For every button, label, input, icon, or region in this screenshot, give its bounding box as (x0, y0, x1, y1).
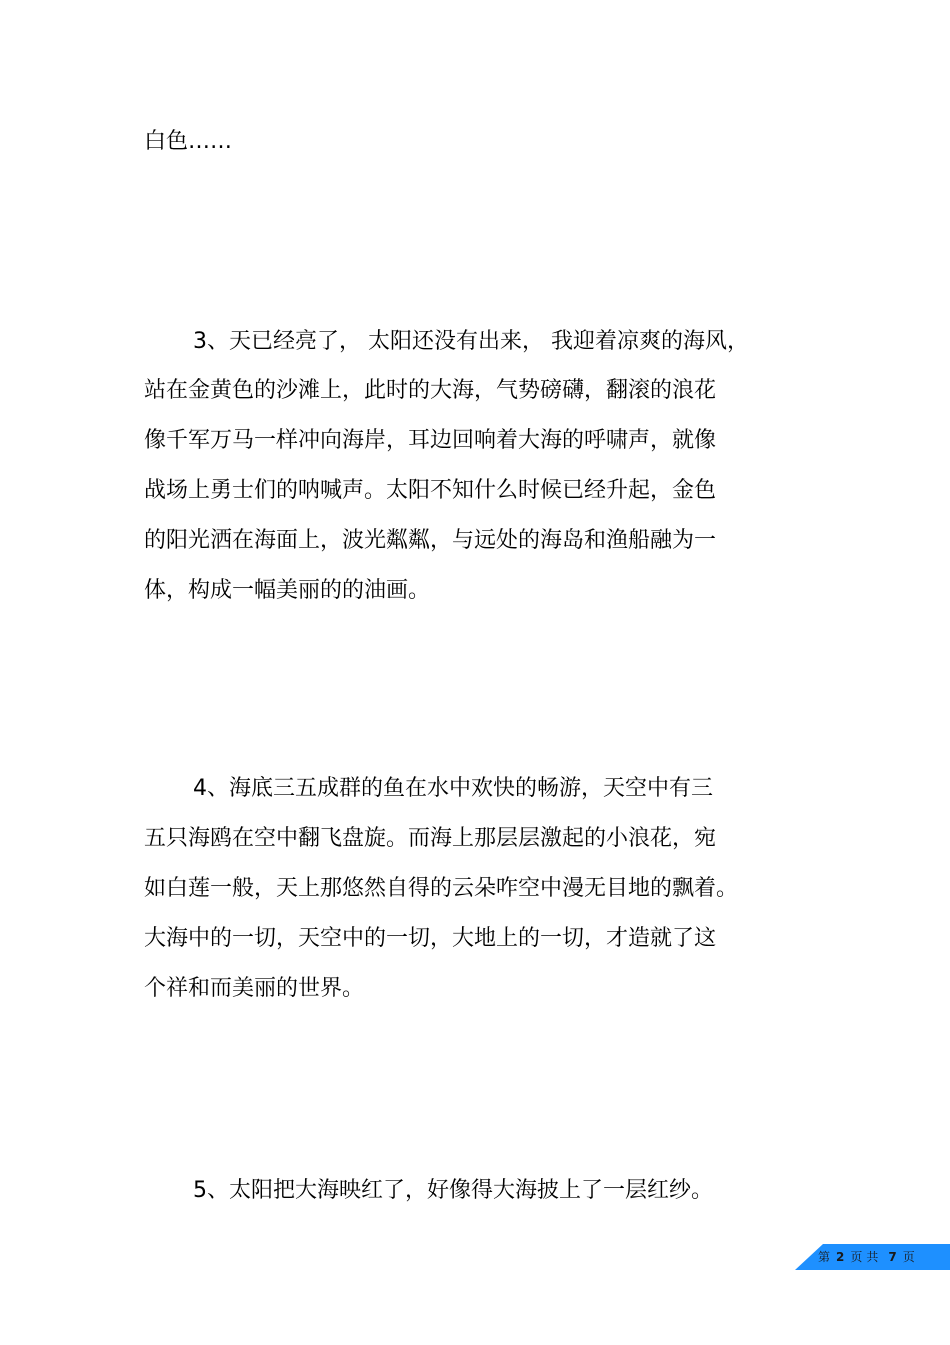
paragraph-line: 如白莲一般，天上那悠然自得的云朵咋空中漫无目地的飘着。 (144, 876, 739, 901)
page-number (818, 1249, 915, 1265)
paragraph-line: 站在金黄色的沙滩上，此时的大海，气势磅礴，翻滚的浪花 (144, 378, 717, 403)
page-prefix: 第 (818, 1250, 831, 1264)
page-suffix: 页 (902, 1250, 915, 1264)
paragraph-line: 的阳光洒在海面上，波光粼粼，与远处的海岛和渔船融为一 (144, 528, 717, 553)
total-pages: 7 (888, 1250, 897, 1264)
paragraph-line: 体，构成一幅美丽的的油画。 (144, 578, 431, 603)
current-page: 2 (836, 1250, 845, 1264)
paragraph-line: 大海中的一切，天空中的一切，大地上的一切，才造就了这 (144, 926, 717, 951)
paragraph-line: 3、天已经亮了， 太阳还没有出来， 我迎着凉爽的海风， (193, 329, 749, 354)
paragraph-line: 战场上勇士们的呐喊声。太阳不知什么时候已经升起，金色 (144, 478, 717, 503)
paragraph-line: 4、海底三五成群的鱼在水中欢快的畅游，天空中有三 (193, 776, 713, 801)
paragraph-line: 五只海鸥在空中翻飞盘旋。而海上那层层激起的小浪花，宛 (144, 826, 717, 851)
paragraph-line: 5、太阳把大海映红了，好像得大海披上了一层红纱。 (193, 1178, 713, 1203)
paragraph-line: 个祥和而美丽的世界。 (144, 976, 365, 1001)
total-word: 共 (866, 1250, 879, 1264)
paragraph-line: 白色…… (144, 129, 233, 154)
paragraph-line: 像千军万马一样冲向海岸，耳边回响着大海的呼啸声，就像 (144, 428, 717, 453)
page-word: 页 (850, 1250, 863, 1264)
